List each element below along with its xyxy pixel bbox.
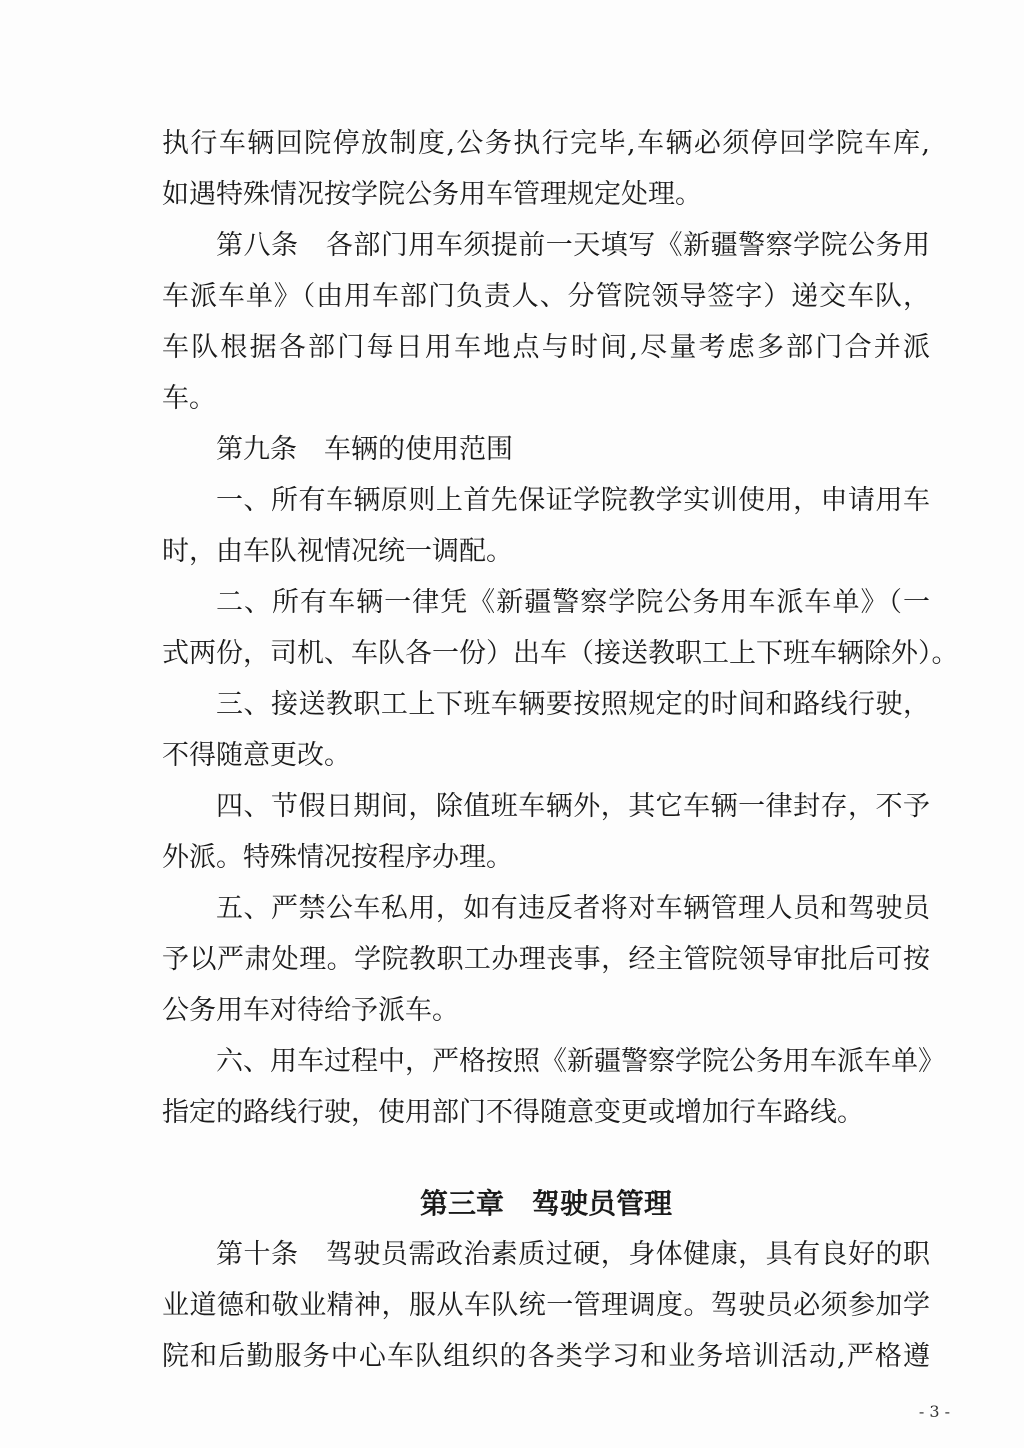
text-line-7: 第九条 车辆的使用范围: [216, 434, 513, 465]
text-line-3: 第八条 各部门用车须提前一天填写《新疆警察学院公务用: [216, 230, 930, 261]
text-line-14: 四、节假日期间，除值班车辆外，其它车辆一律封存，不予: [216, 791, 930, 822]
body-text: [162, 118, 959, 1382]
text-line-20: 指定的路线行驶，使用部门不得随意变更或增加行车路线。: [162, 1097, 864, 1128]
text-line-21: 第十条 驾驶员需政治素质过硬，身体健康，具有良好的职: [216, 1239, 930, 1270]
text-line-10: 二、所有车辆一律凭《新疆警察学院公务用车派车单》（一: [216, 587, 930, 618]
text-line-8: 一、所有车辆原则上首先保证学院教学实训使用，申请用车: [216, 485, 930, 516]
text-line-9: 时，由车队视情况统一调配。: [162, 536, 513, 567]
text-line-6: 车。: [162, 383, 216, 414]
text-line-22: 业道德和敬业精神，服从车队统一管理调度。驾驶员必须参加学: [162, 1290, 930, 1321]
text-line-18: 公务用车对待给予派车。: [162, 995, 459, 1026]
text-line-5: 车队根据各部门每日用车地点与时间,尽量考虑多部门合并派: [162, 332, 930, 363]
text-line-16: 五、严禁公车私用，如有违反者将对车辆管理人员和驾驶员: [216, 893, 930, 924]
text-line-23: 院和后勤服务中心车队组织的各类学习和业务培训活动,严格遵: [162, 1341, 930, 1372]
page-number: - 3 -: [918, 1402, 950, 1421]
text-line-2: 如遇特殊情况按学院公务用车管理规定处理。: [162, 179, 702, 210]
chapter-title: 第三章 驾驶员管理: [419, 1187, 672, 1220]
chapter-spacer: [162, 1138, 930, 1178]
text-line-4: 车派车单》（由用车部门负责人、分管院领导签字）递交车队，: [162, 281, 930, 312]
text-line-1: 执行车辆回院停放制度,公务执行完毕,车辆必须停回学院车库,: [162, 128, 930, 159]
text-line-15: 外派。特殊情况按程序办理。: [162, 842, 513, 873]
text-line-19: 六、用车过程中，严格按照《新疆警察学院公务用车派车单》: [216, 1046, 945, 1077]
text-line-13: 不得随意更改。: [162, 740, 351, 771]
text-line-12: 三、接送教职工上下班车辆要按照规定的时间和路线行驶，: [216, 689, 930, 720]
text-line-11: 式两份，司机、车队各一份）出车（接送教职工上下班车辆除外）。: [162, 638, 959, 669]
text-line-17: 予以严肃处理。学院教职工办理丧事，经主管院领导审批后可按: [162, 944, 930, 975]
